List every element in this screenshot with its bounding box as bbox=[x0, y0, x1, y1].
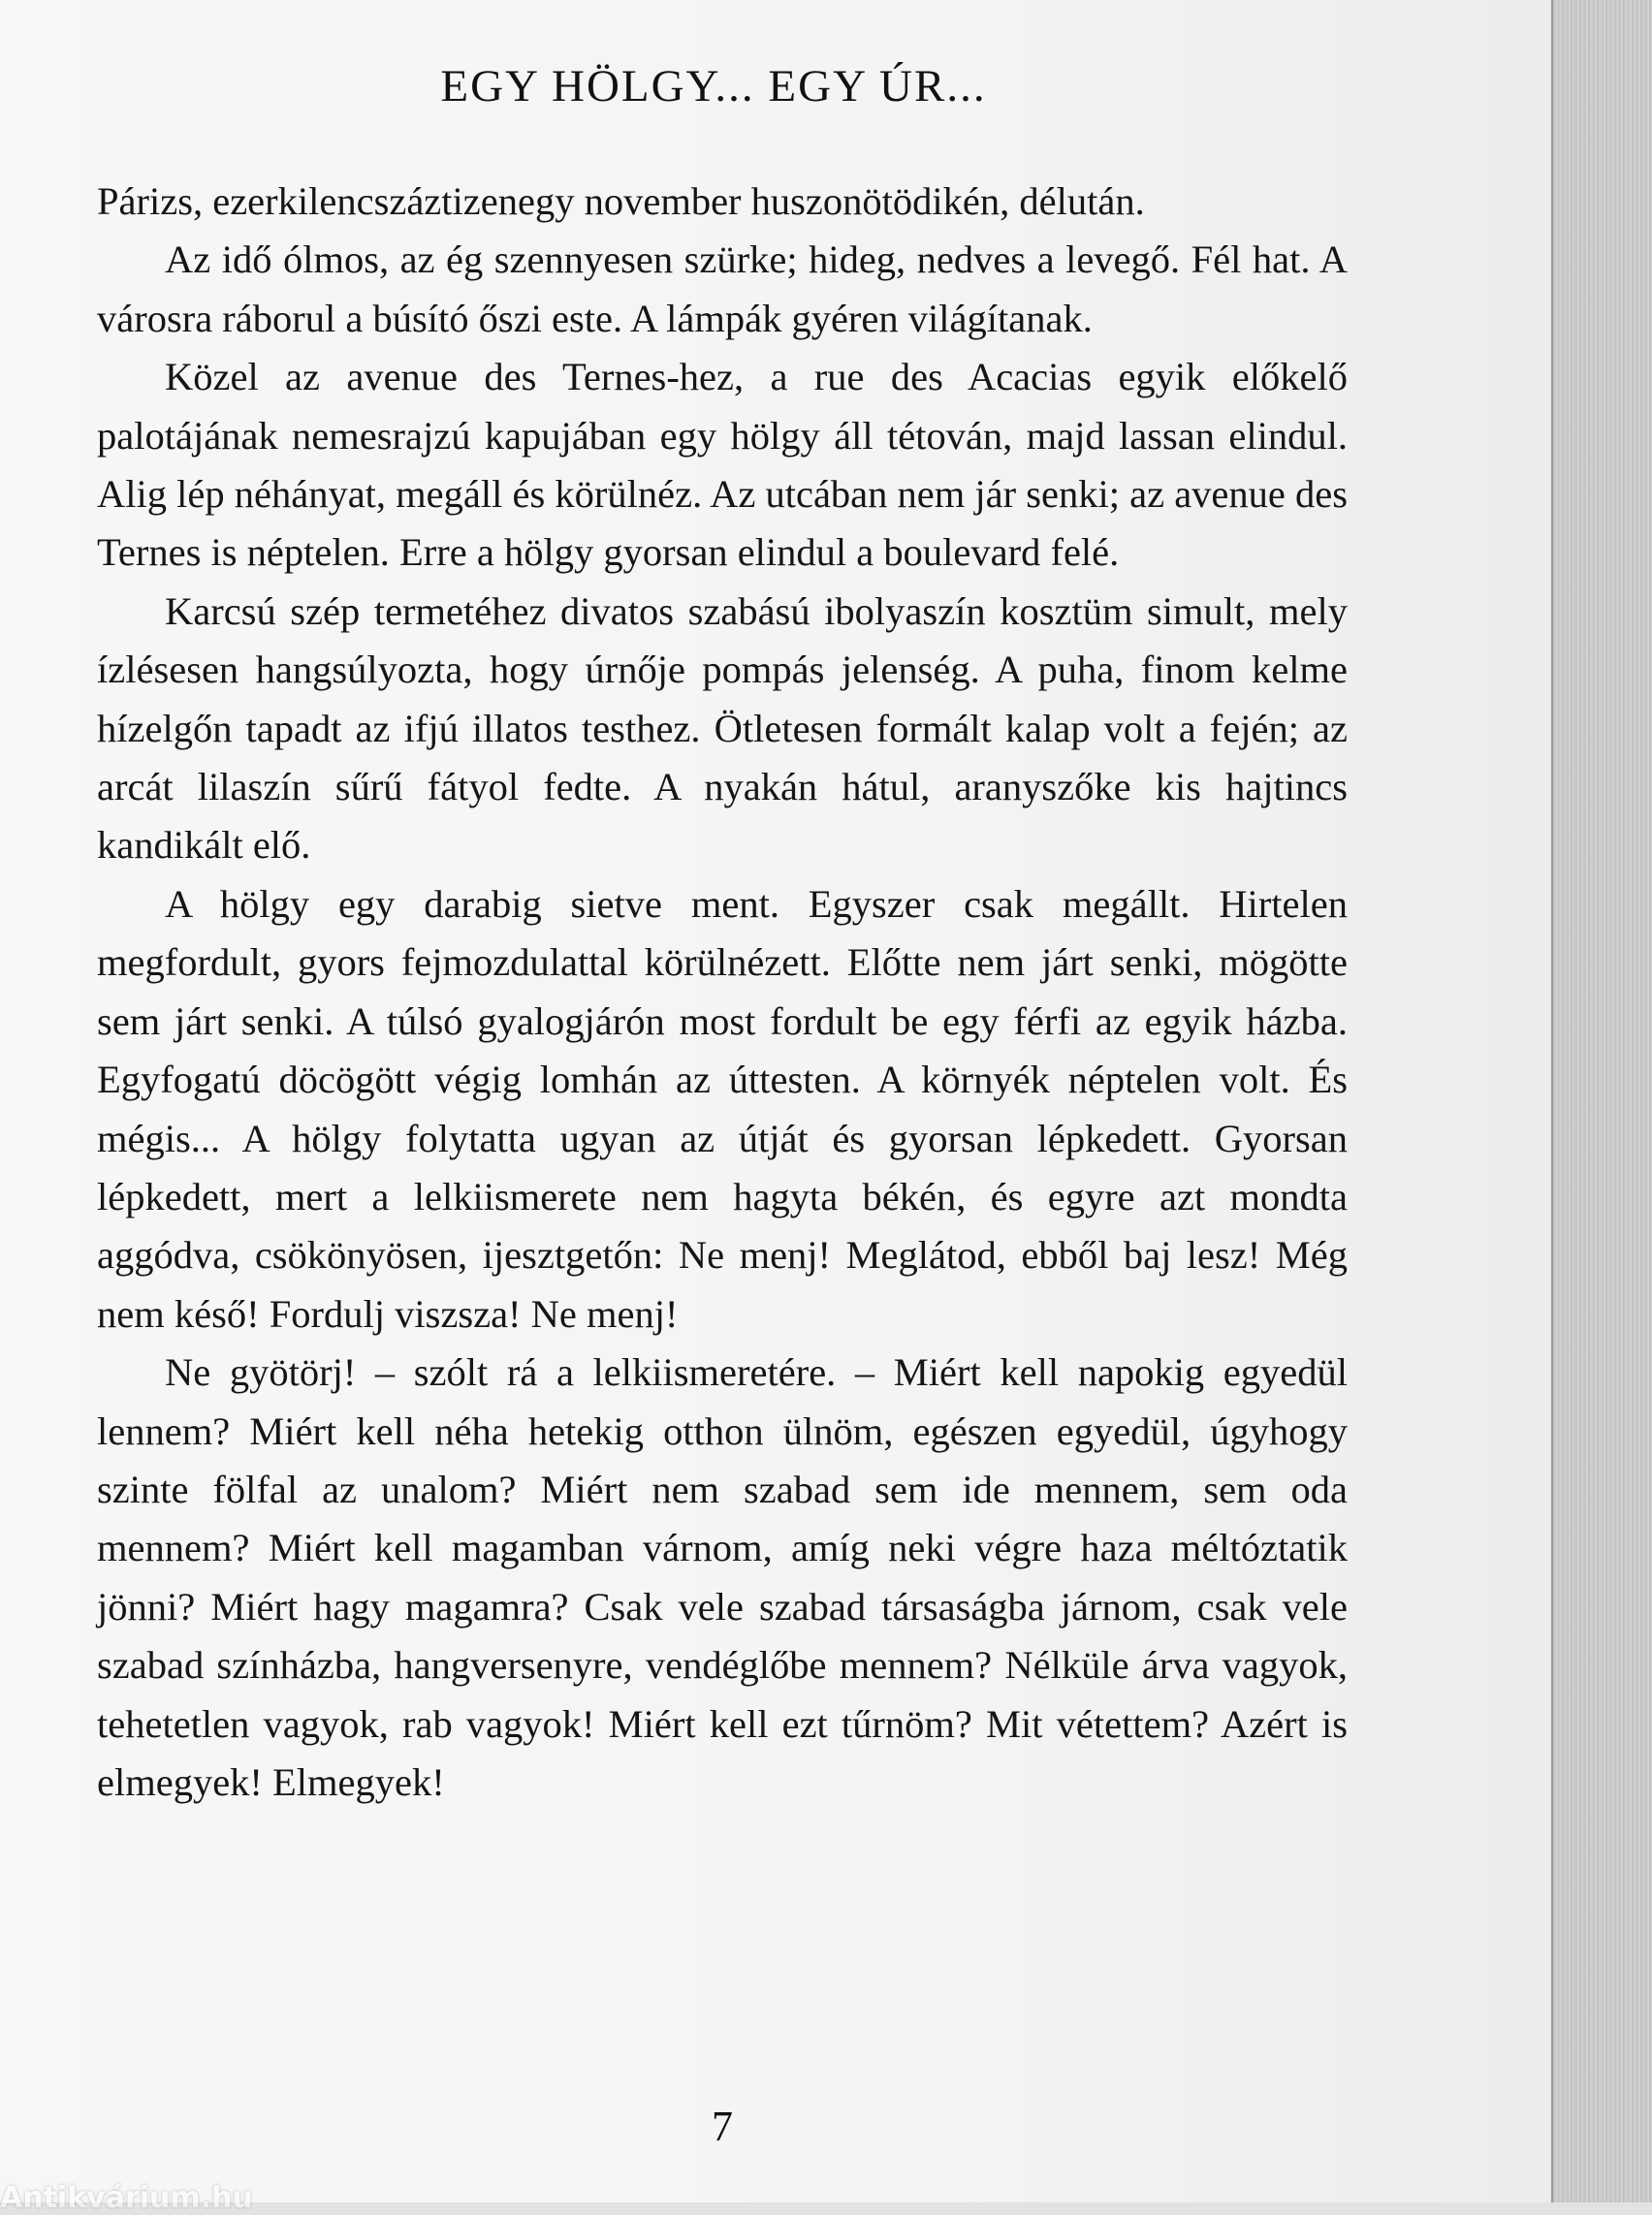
paragraph-3: Közel az avenue des Ternes-hez, a rue des Acacias egyik előkelő palotájának nemesrajzú kapujában egy hölgy áll tétován, majd lassan elindul. Alig lép néhányat, megáll és körülnéz. Az utcában nem jár senki; az avenue des Ternes is néptelen. Erre a hölgy gyorsan elindul a boulevard felé. bbox=[97, 355, 1348, 575]
watermark: Antikvárium.hu bbox=[0, 2181, 253, 2215]
paragraph-1: Párizs, ezerkilencszáztizenegy november huszonötödikén, délután. bbox=[97, 179, 1145, 223]
page-number: 7 bbox=[712, 2103, 733, 2150]
paragraph-2: Az idő ólmos, az ég szennyesen szürke; hideg, nedves a levegő. Fél hat. A városra ráborul a búsító őszi este. A lámpák gyéren világítanak. bbox=[97, 237, 1348, 340]
paragraph-5: A hölgy egy darabig sietve ment. Egyszer csak megállt. Hirtelen megfordult, gyors fejmozdulattal körülnézett. Előtte nem járt senki, mögötte sem járt senki. A túlsó gyalogjárón most fordult be egy férfi az egyik házba. Egyfogatú döcögött végig lomhán az úttesten. A környék néptelen volt. És mégis... A hölgy folytatta ugyan az útját és gyorsan lépkedett. Gyorsan lépkedett, mert a lelkiismerete nem hagyta békén, és egyre azt mondta aggódva, csökönyösen, ijesztgetőn: Ne menj! Meglátod, ebből baj lesz! Még nem késő! Fordulj viszsza! Ne menj! bbox=[97, 881, 1348, 1336]
paragraph-6: Ne gyötörj! – szólt rá a lelkiismeretére. – Miért kell napokig egyedül lennem? Miért kell néha hetekig otthon ülnöm, egészen egyedül, úgyhogy szinte fölfal az unalom? Miért nem szabad sem ide mennem, sem oda mennem? Miért kell magamban várnom, amíg neki végre haza méltóztatik jönni? Miért hagy magamra? Csak vele szabad társaságba járnom, csak vele szabad színházba, hangversenyre, vendéglőbe mennem? Nélküle árva vagyok, tehetetlen vagyok, rab vagyok! Miért kell ezt tűrnöm? Mit vétettem? Azért is elmegyek! Elmegyek! bbox=[97, 1350, 1348, 1804]
chapter-title: EGY HÖLGY... EGY ÚR... bbox=[440, 61, 987, 111]
page-edge bbox=[1551, 0, 1652, 2202]
paragraph-4: Karcsú szép termetéhez divatos szabású ibolyaszín kosztüm simult, mely ízlésesen hangsúlyozta, hogy úrnője pompás jelenség. A puha, finom kelme hízelgőn tapadt az ifjú illatos testhez. Ötletesen formált kalap volt a fején; az arcát lilaszín sűrű fátyol fedte. A nyakán hátul, aranyszőke kis hajtincs kandikált elő. bbox=[97, 588, 1348, 868]
body-text bbox=[97, 173, 1348, 1812]
